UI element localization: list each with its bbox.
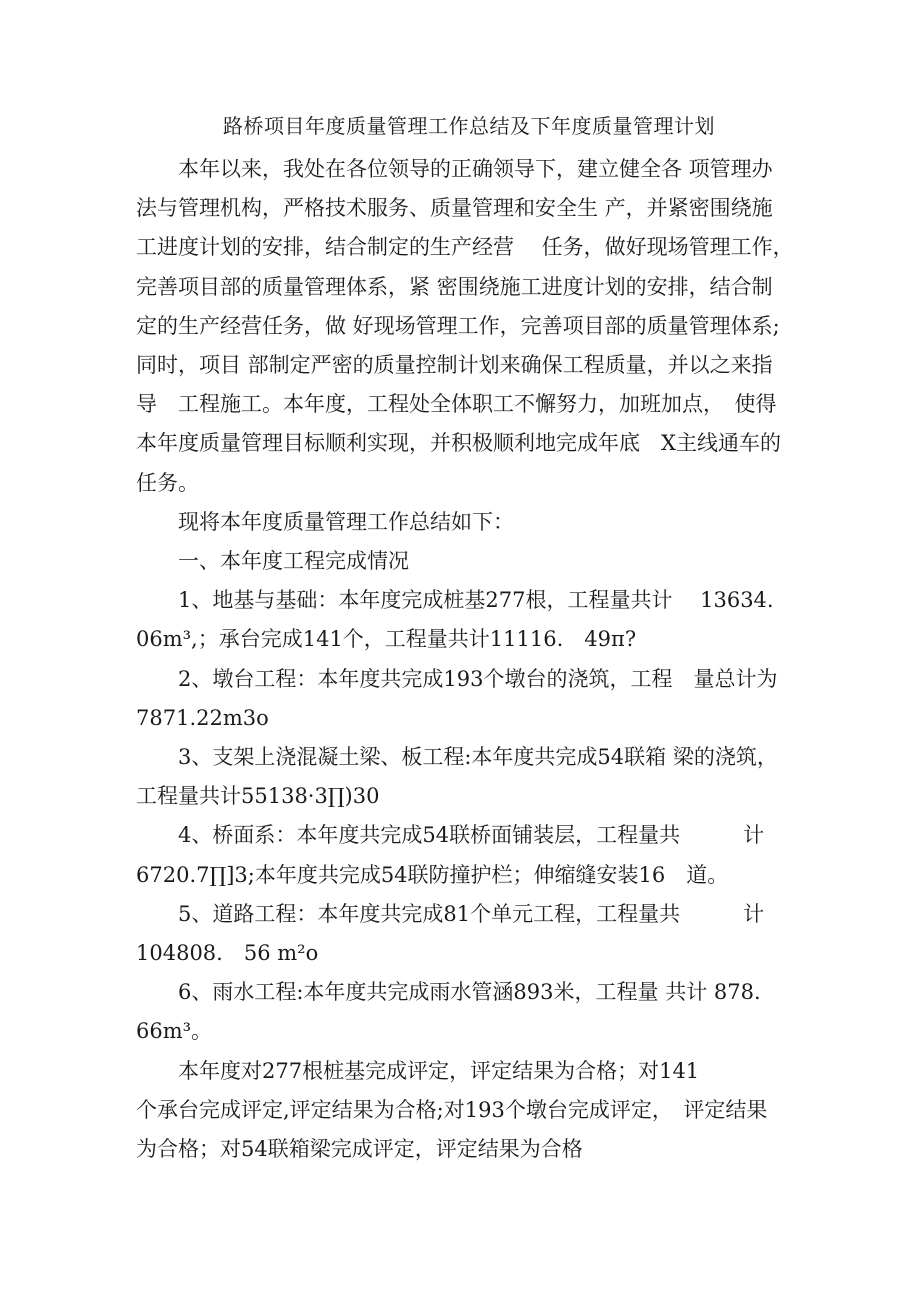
document-title: 路桥项目年度质量管理工作总结及下年度质量管理计划 bbox=[223, 114, 715, 138]
text-line: 个承台完成评定,评定结果为合格;对193个墩台完成评定， 评定结果 bbox=[136, 1097, 768, 1122]
text-line: 2、墩台工程：本年度共完成193个墩台的浇筑，工程 量总计为 bbox=[178, 666, 778, 691]
text-line: 06m³,；承台完成141个，工程量共计11116. 49π? bbox=[136, 627, 637, 652]
text-line: 7871.22m3o bbox=[136, 705, 269, 730]
text-line: 4、桥面系：本年度共完成54联桥面铺装层，工程量共 计 bbox=[178, 823, 765, 848]
text-line: 1、地基与基础：本年度完成桩基277根，工程量共计 13634. bbox=[178, 588, 774, 613]
text-line: 为合格；对54联箱梁完成评定，评定结果为合格 bbox=[136, 1137, 583, 1162]
text-line: 工进度计划的安排，结合制定的生产经营 任务，做好现场管理工作， bbox=[136, 235, 794, 260]
text-line: 本年以来，我处在各位领导的正确领导下，建立健全各 项管理办 bbox=[178, 157, 773, 181]
text-line: 3、支架上浇混凝土梁、板工程:本年度共完成54联箱 梁的浇筑， bbox=[178, 745, 778, 770]
text-line: 现将本年度质量管理工作总结如下： bbox=[178, 509, 514, 534]
text-line: 本年度对277根桩基完成评定，评定结果为合格；对141 bbox=[178, 1058, 700, 1083]
text-line: 法与管理机构，严格技术服务、质量管理和安全生 产，并紧密围绕施 bbox=[136, 196, 773, 221]
text-line: 同时，项目 部制定严密的质量控制计划来确保工程质量，并以之来指 bbox=[136, 353, 773, 378]
text-line: 6720.7∏]3;本年度共完成54联防撞护栏；伸缩缝安装16 道。 bbox=[136, 862, 729, 887]
text-line: 定的生产经营任务，做 好现场管理工作，完善项目部的质量管理体系; bbox=[136, 313, 780, 338]
text-line: 本年度质量管理目标顺利实现，并积极顺利地完成年底 X主线通车的 bbox=[136, 431, 781, 456]
document-body bbox=[136, 150, 792, 1169]
text-line: 完善项目部的质量管理体系，紧 密围绕施工进度计划的安排，结合制 bbox=[136, 274, 773, 299]
text-line: 5、道路工程：本年度共完成81个单元工程，工程量共 计 bbox=[178, 901, 765, 926]
text-line: 66m³。 bbox=[136, 1019, 213, 1044]
text-line: 104808. 56 m²o bbox=[136, 941, 319, 966]
text-line: 任务。 bbox=[136, 470, 199, 495]
text-line: 6、雨水工程:本年度共完成雨水管涵893米，工程量 共计 878. bbox=[178, 980, 761, 1005]
text-line: 工程量共计55138·3∏)30 bbox=[136, 784, 380, 809]
section-heading: 一、本年度工程完成情况 bbox=[178, 549, 409, 574]
text-line: 导 工程施工。本年度，工程处全体职工不懈努力，加班加点， 使得 bbox=[136, 392, 777, 417]
